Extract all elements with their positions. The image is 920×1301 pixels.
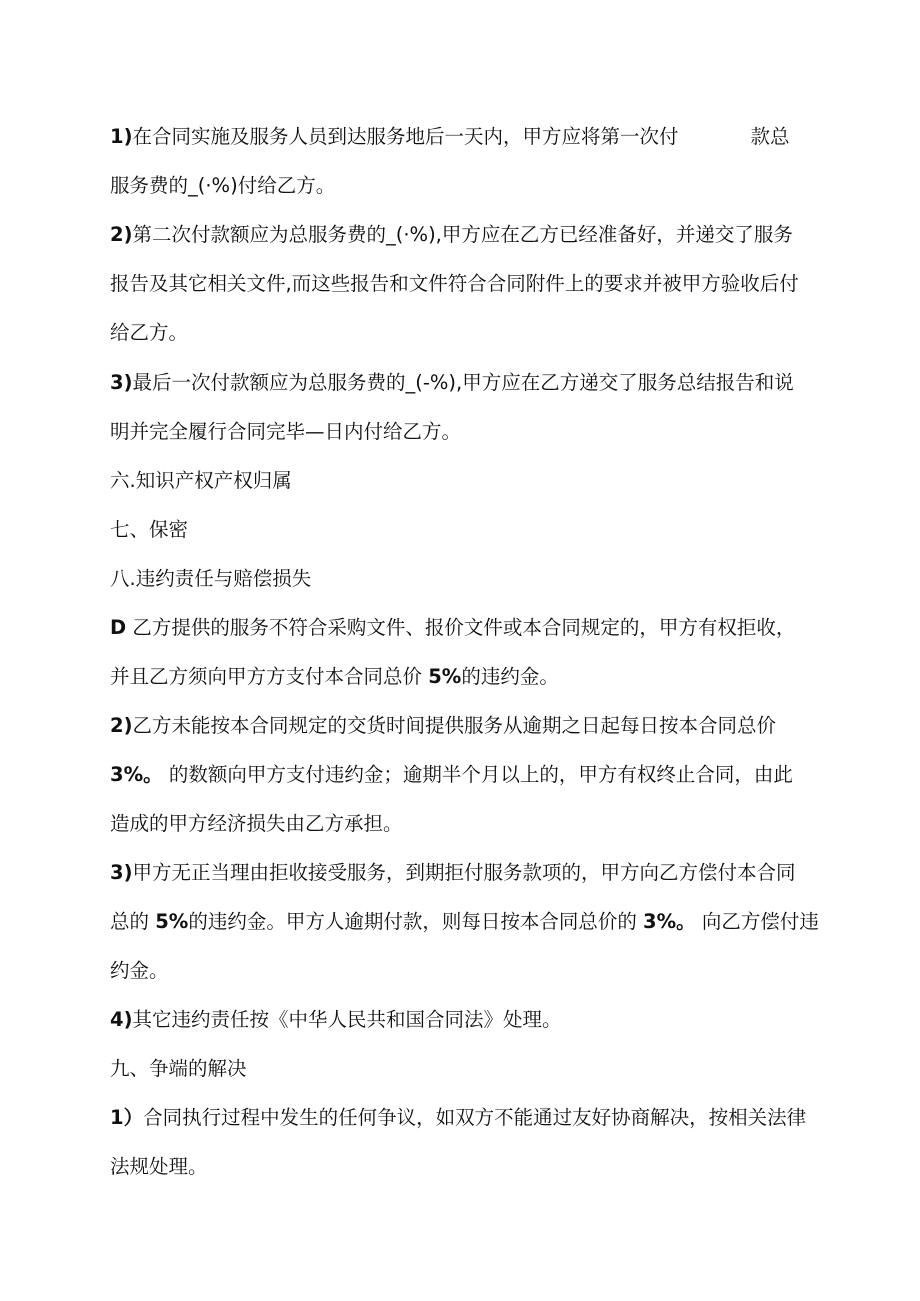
payment-item-2-text: 第二次付款额应为总服务费的_(·%),甲方应在乙方已经准备好，并递交了服务 bbox=[132, 223, 793, 246]
breach-item-2-line-3: 造成的甲方经济损失由乙方承担。 bbox=[110, 812, 403, 835]
breach-item-3-line-2 bbox=[110, 908, 830, 936]
payment-item-1-text-tail: 款总 bbox=[750, 125, 790, 148]
breach-item-3-text-a: 总的 bbox=[110, 910, 150, 933]
breach-item-2-number: 2) bbox=[110, 714, 133, 737]
payment-item-1-line-2: 服务费的_(·%)付给乙方。 bbox=[110, 174, 336, 197]
breach-item-3-percent-2: 3%。 bbox=[643, 910, 696, 933]
section-6-heading: 六.知识产权产权归属 bbox=[110, 469, 292, 492]
payment-item-3-number: 3) bbox=[110, 371, 133, 394]
breach-item-3-number: 3) bbox=[110, 861, 133, 884]
payment-item-2-number: 2) bbox=[110, 223, 133, 246]
breach-item-3-line-3: 约金。 bbox=[110, 959, 169, 982]
breach-item-1-number: D bbox=[110, 616, 127, 639]
section-8-heading: 八.违约责任与赔偿损失 bbox=[110, 567, 312, 590]
breach-item-1-text: 乙方提供的服务不符合采购文件、报价文件或本合同规定的，甲方有权拒收， bbox=[132, 616, 796, 639]
breach-item-1-text-b: 的违约金。 bbox=[461, 665, 559, 688]
breach-item-2-line-2 bbox=[110, 761, 830, 789]
payment-item-2-line-2: 报告及其它相关文件,而这些报告和文件符合合同附件上的要求并被甲方验收后付 bbox=[110, 272, 799, 295]
payment-item-3-text: 最后一次付款额应为总服务费的_(-%),甲方应在乙方递交了服务总结报告和说 bbox=[132, 371, 794, 394]
payment-item-1-line-1 bbox=[110, 123, 830, 151]
dispute-item-1-number: 1） bbox=[110, 1106, 144, 1129]
breach-item-3-line-1 bbox=[110, 859, 830, 887]
payment-item-1-number: 1) bbox=[110, 125, 133, 148]
breach-item-2-text-b: 的数额向甲方支付违约金；逾期半个月以上的，甲方有权终止合同，由此 bbox=[168, 763, 793, 786]
breach-item-4-text: 其它违约责任按《中华人民共和国合同法》处理。 bbox=[132, 1008, 562, 1031]
payment-item-1-text: 在合同实施及服务人员到达服务地后一天内，甲方应将第一次付 bbox=[132, 125, 679, 148]
payment-item-3-line-2: 明并完全履行合同完毕—日内付给乙方。 bbox=[110, 420, 462, 443]
dispute-item-1-line-2: 法规处理。 bbox=[110, 1155, 208, 1178]
dispute-item-1-line-1 bbox=[110, 1104, 830, 1132]
breach-item-1-line-2 bbox=[110, 663, 830, 691]
breach-item-3-text-b: 的违约金。甲方人逾期付款，则每日按本合同总价的 bbox=[188, 910, 637, 933]
breach-item-2-line-1 bbox=[110, 712, 830, 740]
breach-item-3-text-c: 向乙方偿付违 bbox=[701, 910, 819, 933]
breach-item-1-text-a: 并且乙方须向甲方方支付本合同总价 bbox=[110, 665, 423, 688]
breach-item-4-number: 4) bbox=[110, 1008, 133, 1031]
breach-item-4-line-1 bbox=[110, 1006, 830, 1034]
breach-item-1-percent: 5% bbox=[428, 665, 462, 688]
section-9-heading: 九、争端的解决 bbox=[110, 1057, 247, 1080]
dispute-item-1-text: 合同执行过程中发生的任何争议，如双方不能通过友好协商解决，按相关法律 bbox=[143, 1106, 807, 1129]
breach-item-2-text: 乙方未能按本合同规定的交货时间提供服务从逾期之日起每日按本合同总价 bbox=[132, 714, 776, 737]
breach-item-3-percent-1: 5% bbox=[155, 910, 189, 933]
breach-item-1-line-1 bbox=[110, 614, 830, 642]
payment-item-2-line-1 bbox=[110, 221, 830, 249]
breach-item-3-text: 甲方无正当理由拒收接受服务，到期拒付服务款项的，甲方向乙方偿付本合同 bbox=[132, 861, 796, 884]
breach-item-2-percent: 3%。 bbox=[110, 763, 163, 786]
payment-item-2-line-3: 给乙方。 bbox=[110, 321, 189, 344]
section-7-heading: 七、保密 bbox=[110, 518, 189, 541]
payment-item-3-line-1 bbox=[110, 369, 830, 397]
